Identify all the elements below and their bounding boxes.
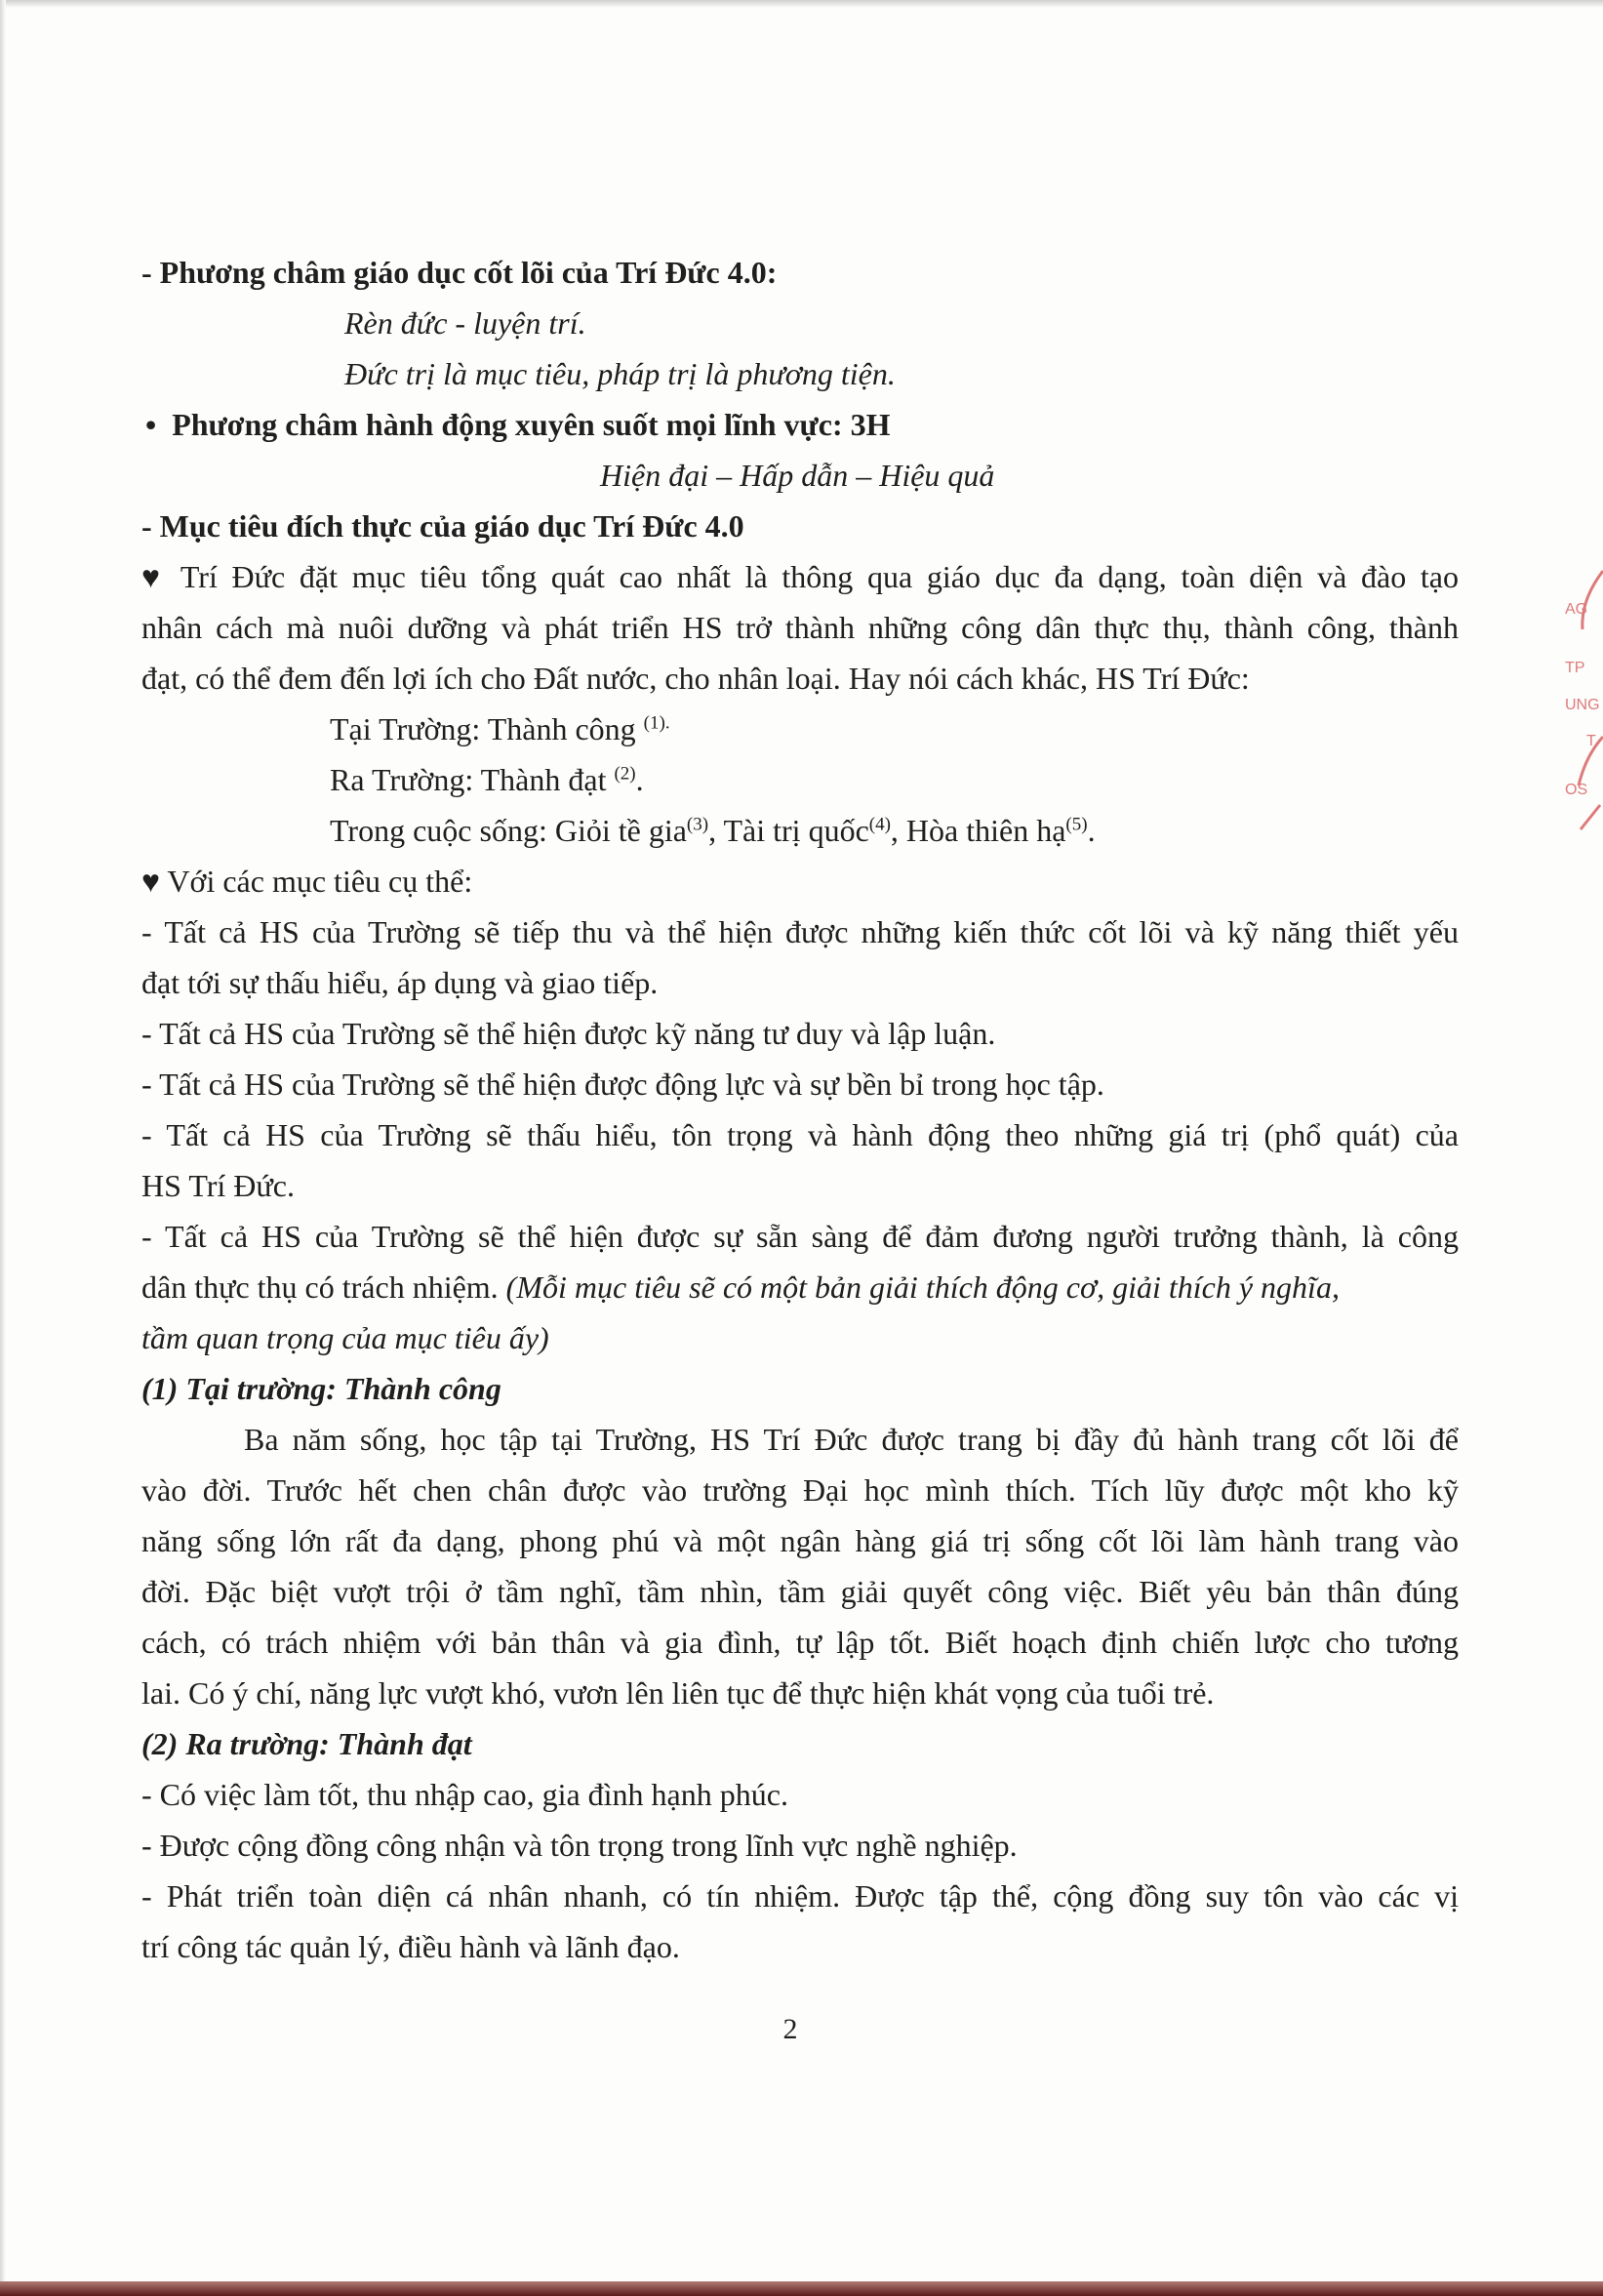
footnote-ref-5: (5) <box>1065 814 1088 835</box>
red-stamp-fragment <box>1561 561 1603 844</box>
goal-after-school <box>141 754 1459 805</box>
page-number: 2 <box>782 2013 798 2045</box>
target-5-text: dân thực thụ có trách nhiệm. <box>141 1269 499 1305</box>
target-5-line-2 <box>141 1262 1459 1312</box>
stamp-text-1: AG <box>1565 601 1588 618</box>
heart-icon: ♥ <box>141 864 160 899</box>
target-1-line-1: - Tất cả HS của Trường sẽ tiếp thu và thể hiện được những kiến thức cốt lõi và kỹ năng thiết yếu <box>141 914 1459 949</box>
section-2-item-1: - Có việc làm tốt, thu nhập cao, gia đình hạnh phúc. <box>141 1777 788 1812</box>
target-5-note-line-2: tầm quan trọng của mục tiêu ấy) <box>141 1320 549 1355</box>
target-4-line-1: - Tất cả HS của Trường sẽ thấu hiểu, tôn trọng và hành động theo những giá trị (phổ quát) của <box>141 1117 1459 1152</box>
bullet-dot: • <box>145 407 157 442</box>
page-content <box>141 247 1459 1972</box>
heading-core-principle: - Phương châm giáo dục cốt lõi của Trí Đức 4.0: <box>141 255 778 290</box>
goal-paragraph-line-2: nhân cách mà nuôi dưỡng và phát triển HS trở thành những công dân thực thụ, thành công, thành <box>141 610 1459 645</box>
section-2-item-3-line-2: trí công tác quản lý, điều hành và lãnh đạo. <box>141 1929 680 1964</box>
goal-after-school-text: Ra Trường: Thành đạt <box>330 762 607 797</box>
goal-paragraph-line-1 <box>141 551 1459 602</box>
specific-goals-intro <box>141 856 1459 906</box>
heart-icon: ♥ <box>141 559 167 594</box>
goal-after-school-period: . <box>635 762 644 797</box>
target-1-line-2: đạt tới sự thấu hiểu, áp dụng và giao tiếp. <box>141 965 659 1000</box>
section-2-item-2: - Được cộng đồng công nhận và tôn trọng trong lĩnh vực nghề nghiệp. <box>141 1828 1018 1863</box>
principle-3h: Hiện đại – Hấp dẫn – Hiệu quả <box>600 458 995 493</box>
stamp-text-5: OS <box>1565 782 1588 798</box>
target-5-note: (Mỗi mục tiêu sẽ có một bản giải thích động cơ, giải thích ý nghĩa, <box>505 1269 1340 1305</box>
goal-life-part-1: Trong cuộc sống: Giỏi tề gia <box>330 813 687 848</box>
goal-paragraph-line-3: đạt, có thể đem đến lợi ích cho Đất nước, cho nhân loại. Hay nói cách khác, HS Trí Đức: <box>141 661 1250 696</box>
footnote-ref-3: (3) <box>686 814 709 835</box>
heading-true-goal: - Mục tiêu đích thực của giáo dục Trí Đức 4.0 <box>141 508 744 544</box>
goal-life-part-2: , Tài trị quốc <box>708 813 869 848</box>
section-1-line-5: cách, có trách nhiệm với bản thân và gia đình, tự lập tốt. Biết hoạch định chiến lược cho tương <box>141 1625 1459 1660</box>
footnote-ref-1: (1). <box>643 712 670 734</box>
footnote-ref-4: (4) <box>868 814 891 835</box>
section-heading-at-school: (1) Tại trường: Thành công <box>141 1371 501 1406</box>
heading-action-principle <box>141 399 1459 450</box>
goal-at-school-text: Tại Trường: Thành công <box>330 711 636 746</box>
stamp-text-4: T <box>1586 733 1596 749</box>
goal-life-part-3: , Hòa thiên hạ <box>890 813 1066 848</box>
action-principle-text: Phương châm hành động xuyên suốt mọi lĩnh vực: 3H <box>172 407 891 442</box>
goal-in-life <box>141 805 1459 856</box>
section-1-line-6: lai. Có ý chí, năng lực vượt khó, vươn lên liên tục để thực hiện khát vọng của tuổi trẻ. <box>141 1675 1215 1711</box>
section-1-line-2: vào đời. Trước hết chen chân được vào trường Đại học mình thích. Tích lũy được một kho kỹ <box>141 1472 1459 1508</box>
goal-life-period: . <box>1087 813 1096 848</box>
stamp-text-2: TP <box>1565 660 1585 676</box>
footnote-ref-2: (2) <box>614 763 636 785</box>
goal-at-school <box>141 704 1459 754</box>
section-heading-after-school: (2) Ra trường: Thành đạt <box>141 1726 472 1761</box>
section-1-line-4: đời. Đặc biệt vượt trội ở tầm nghĩ, tầm nhìn, tầm giải quyết công việc. Biết yêu bản thân đúng <box>141 1574 1459 1609</box>
section-2-item-3-line-1: - Phát triển toàn diện cá nhân nhanh, có tín nhiệm. Được tập thể, cộng đồng suy tôn vào các vị <box>141 1878 1459 1913</box>
target-3: - Tất cả HS của Trường sẽ thể hiện được động lực và sự bền bỉ trong học tập. <box>141 1067 1104 1102</box>
stamp-text-3: UNG <box>1565 697 1600 713</box>
target-2: - Tất cả HS của Trường sẽ thể hiện được kỹ năng tư duy và lập luận. <box>141 1016 996 1051</box>
section-1-line-1: Ba năm sống, học tập tại Trường, HS Trí Đức được trang bị đầy đủ hành trang cốt lõi để <box>244 1422 1459 1457</box>
principle-line-2: Đức trị là mục tiêu, pháp trị là phương tiện. <box>344 356 896 391</box>
principle-line-1: Rèn đức - luyện trí. <box>344 305 586 341</box>
specific-goals-intro-text: Với các mục tiêu cụ thể: <box>167 864 473 899</box>
goal-text-1: Trí Đức đặt mục tiêu tổng quát cao nhất là thông qua giáo dục đa dạng, toàn diện và đào tạo <box>180 559 1460 594</box>
target-5-line-1: - Tất cả HS của Trường sẽ thể hiện được sự sẵn sàng để đảm đương người trưởng thành, là công <box>141 1219 1459 1254</box>
scan-edge-bottom <box>0 2281 1603 2296</box>
section-1-line-3: năng sống lớn rất đa dạng, phong phú và một ngân hàng giá trị sống cốt lõi làm hành trang vào <box>141 1523 1459 1558</box>
target-4-line-2: HS Trí Đức. <box>141 1168 295 1203</box>
scan-edge-top <box>0 0 1603 8</box>
scan-edge-left <box>0 0 6 2296</box>
